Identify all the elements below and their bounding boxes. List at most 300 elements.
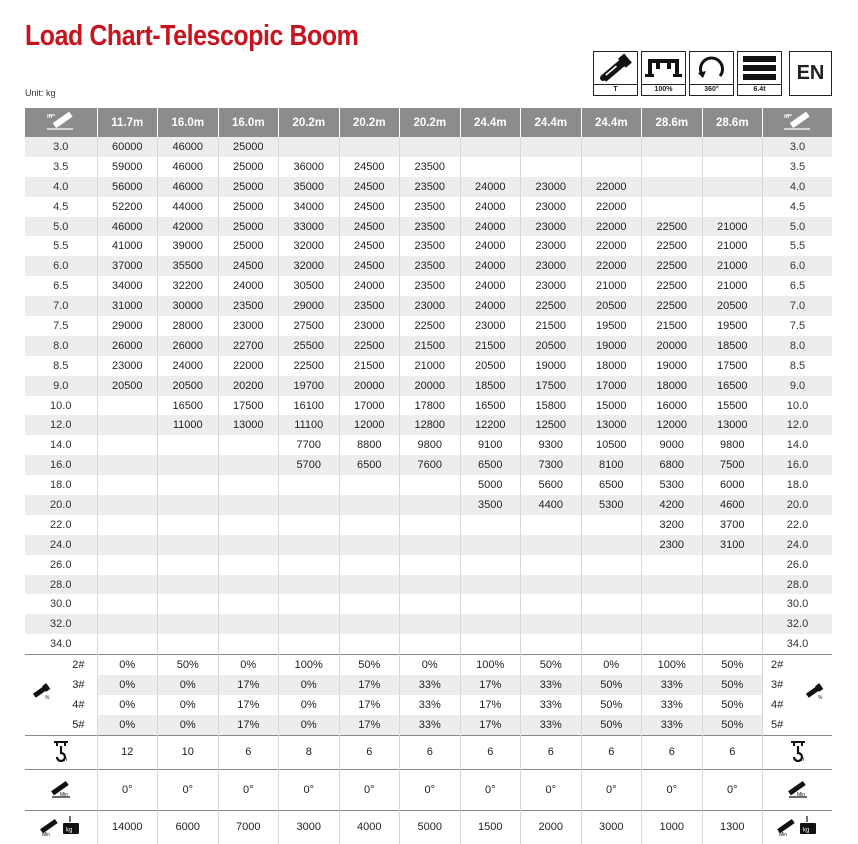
- extension-cell: 50%: [581, 675, 642, 695]
- load-cell: 18000: [581, 356, 642, 376]
- radius-label: 4.0: [25, 177, 97, 197]
- reeving-row-cell: 6: [339, 735, 400, 769]
- radius-label: 8.0: [763, 336, 833, 356]
- load-cell: 22000: [581, 197, 642, 217]
- extension-cell: 33%: [642, 695, 703, 715]
- load-cell: 6800: [642, 455, 703, 475]
- load-cell: 22500: [642, 276, 703, 296]
- radius-label: 9.0: [763, 376, 833, 396]
- load-cell: 25500: [279, 336, 340, 356]
- load-cell: [702, 555, 763, 575]
- header-radius-icon-cell: [763, 108, 833, 137]
- boom-radius-icon: [782, 111, 814, 131]
- load-cell: [460, 535, 521, 555]
- extension-cell: 0%: [218, 655, 279, 675]
- min-load-row-cell: 14000: [97, 810, 158, 844]
- radius-label: 5.0: [25, 217, 97, 237]
- load-cell: 31000: [97, 296, 158, 316]
- load-cell: [97, 535, 158, 555]
- load-cell: 26000: [158, 336, 219, 356]
- load-cell: 5000: [460, 475, 521, 495]
- language-badge[interactable]: EN: [789, 51, 832, 96]
- load-cell: 19500: [702, 316, 763, 336]
- boom-angle-row-cell: 0°: [400, 769, 461, 810]
- extension-cell: 50%: [702, 695, 763, 715]
- load-cell: [158, 555, 219, 575]
- section-label-right: [763, 675, 833, 700]
- load-cell: [400, 475, 461, 495]
- load-cell: 6500: [339, 455, 400, 475]
- load-cell: 4600: [702, 495, 763, 515]
- load-cell: 27500: [279, 316, 340, 336]
- load-cell: 21000: [702, 276, 763, 296]
- radius-label: 30.0: [25, 594, 97, 614]
- min-load-row-icon-cell: [763, 810, 833, 844]
- table-row: [25, 336, 832, 356]
- svg-text:kg: kg: [802, 827, 809, 834]
- load-cell: [581, 634, 642, 654]
- svg-text:Min: Min: [59, 792, 68, 799]
- load-cell: 9800: [400, 435, 461, 455]
- load-cell: 35500: [158, 256, 219, 276]
- reeving-row-cell: 6: [702, 735, 763, 769]
- boom-angle-row-cell: 0°: [581, 769, 642, 810]
- load-cell: 15800: [521, 396, 582, 416]
- min-load-row-cell: 3000: [279, 810, 340, 844]
- load-cell: 20200: [218, 376, 279, 396]
- load-cell: 15500: [702, 396, 763, 416]
- load-cell: 16000: [642, 396, 703, 416]
- radius-label: 7.5: [763, 316, 833, 336]
- radius-label: 28.0: [763, 575, 833, 595]
- load-cell: [279, 614, 340, 634]
- load-cell: 24500: [339, 157, 400, 177]
- svg-text:n: n: [800, 756, 804, 762]
- section-extension-row: [25, 695, 832, 715]
- load-cell: 21500: [521, 316, 582, 336]
- load-cell: [581, 157, 642, 177]
- load-cell: 24000: [460, 296, 521, 316]
- load-cell: [339, 515, 400, 535]
- load-cell: [702, 634, 763, 654]
- load-cell: 6500: [460, 455, 521, 475]
- load-cell: 9100: [460, 435, 521, 455]
- load-cell: 24000: [460, 217, 521, 237]
- load-cell: 19000: [581, 336, 642, 356]
- load-cell: 8100: [581, 455, 642, 475]
- load-cell: 3100: [702, 535, 763, 555]
- load-cell: [400, 515, 461, 535]
- load-cell: [218, 634, 279, 654]
- section-label-left: [25, 655, 97, 675]
- load-cell: [581, 515, 642, 535]
- reeving-row-cell: 6: [581, 735, 642, 769]
- load-cell: [158, 435, 219, 455]
- min-load-row-cell: 1300: [702, 810, 763, 844]
- radius-label: 32.0: [25, 614, 97, 634]
- load-cell: [581, 575, 642, 595]
- load-cell: 25000: [218, 157, 279, 177]
- load-cell: 20500: [460, 356, 521, 376]
- load-cell: 18500: [460, 376, 521, 396]
- boom-angle-row-cell: 0°: [460, 769, 521, 810]
- load-cell: 24000: [460, 177, 521, 197]
- radius-label: 16.0: [25, 455, 97, 475]
- load-cell: 17800: [400, 396, 461, 416]
- extension-cell: 50%: [702, 655, 763, 675]
- boom-length-header-cell: 20.2m: [400, 108, 461, 137]
- load-cell: [460, 157, 521, 177]
- radius-label: 26.0: [763, 555, 833, 575]
- load-cell: 29000: [97, 316, 158, 336]
- load-cell: [460, 594, 521, 614]
- section-extension-row: [25, 675, 832, 695]
- reeving-row-cell: 6: [218, 735, 279, 769]
- hook-icon: [51, 740, 71, 762]
- load-cell: [218, 435, 279, 455]
- table-row: [25, 396, 832, 416]
- load-cell: 32200: [158, 276, 219, 296]
- min-load-row-cell: 5000: [400, 810, 461, 844]
- boom-length-header-cell: 24.4m: [581, 108, 642, 137]
- load-cell: [218, 614, 279, 634]
- load-cell: 22000: [218, 356, 279, 376]
- load-cell: 5300: [642, 475, 703, 495]
- table-row: [25, 435, 832, 455]
- load-cell: 23000: [339, 316, 400, 336]
- section-extension-row: [25, 655, 832, 675]
- load-cell: 23000: [521, 256, 582, 276]
- load-cell: 24500: [339, 256, 400, 276]
- load-cell: 20000: [642, 336, 703, 356]
- extension-cell: 0%: [279, 715, 340, 735]
- load-cell: 11100: [279, 415, 340, 435]
- boom-length-header-cell: 11.7m: [97, 108, 158, 137]
- boom-radius-icon: [45, 111, 77, 131]
- min-load-row-cell: 1000: [642, 810, 703, 844]
- extension-cell: 17%: [218, 695, 279, 715]
- section-label: 2#: [72, 659, 85, 672]
- load-cell: [339, 495, 400, 515]
- load-cell: 23000: [521, 276, 582, 296]
- min-load-row: [25, 810, 832, 844]
- radius-label: 7.0: [763, 296, 833, 316]
- load-cell: [339, 614, 400, 634]
- reeving-row-cell: 6: [460, 735, 521, 769]
- load-cell: 23000: [521, 177, 582, 197]
- load-cell: 2300: [642, 535, 703, 555]
- table-row: [25, 197, 832, 217]
- load-cell: [279, 535, 340, 555]
- load-cell: 52200: [97, 197, 158, 217]
- load-cell: 23000: [97, 356, 158, 376]
- load-cell: [97, 555, 158, 575]
- load-cell: 13000: [218, 415, 279, 435]
- svg-text:m: m: [46, 114, 53, 120]
- load-cell: 15000: [581, 396, 642, 416]
- extension-cell: 50%: [521, 655, 582, 675]
- load-cell: 23500: [339, 296, 400, 316]
- load-cell: 26000: [97, 336, 158, 356]
- radius-label: 34.0: [25, 634, 97, 654]
- load-cell: [521, 614, 582, 634]
- table-row: [25, 455, 832, 475]
- boom-angle-row: [25, 769, 832, 810]
- radius-label: 3.0: [25, 137, 97, 157]
- boom-angle-row-cell: 0°: [702, 769, 763, 810]
- extension-cell: 0%: [158, 715, 219, 735]
- reeving-row-cell: 6: [642, 735, 703, 769]
- load-cell: [97, 455, 158, 475]
- load-cell: 21500: [339, 356, 400, 376]
- load-cell: 19500: [581, 316, 642, 336]
- load-cell: 23000: [521, 197, 582, 217]
- load-cell: 22500: [279, 356, 340, 376]
- load-cell: 23500: [400, 177, 461, 197]
- load-cell: [400, 555, 461, 575]
- load-cell: 4200: [642, 495, 703, 515]
- radius-label: 8.5: [25, 356, 97, 376]
- load-cell: [218, 555, 279, 575]
- load-cell: 39000: [158, 236, 219, 256]
- boom-angle-row-cell: 0°: [158, 769, 219, 810]
- load-cell: 3500: [460, 495, 521, 515]
- load-cell: [339, 137, 400, 157]
- extension-cell: 17%: [218, 715, 279, 735]
- extension-cell: 33%: [521, 675, 582, 695]
- hook-icon: [788, 740, 808, 762]
- load-cell: 28000: [158, 316, 219, 336]
- boom-angle-row-cell: 0°: [339, 769, 400, 810]
- boom-length-header: [25, 108, 832, 137]
- load-cell: 23500: [400, 236, 461, 256]
- radius-label: 6.5: [763, 276, 833, 296]
- load-cell: 18500: [702, 336, 763, 356]
- table-row: [25, 535, 832, 555]
- radius-label: 14.0: [25, 435, 97, 455]
- load-cell: [400, 137, 461, 157]
- extension-cell: 17%: [460, 675, 521, 695]
- load-cell: 8800: [339, 435, 400, 455]
- load-cell: 35000: [279, 177, 340, 197]
- load-cell: 24000: [460, 276, 521, 296]
- extension-cell: 100%: [460, 655, 521, 675]
- radius-label: 5.5: [763, 236, 833, 256]
- load-cell: [218, 535, 279, 555]
- load-cell: 21000: [702, 217, 763, 237]
- load-cell: 21500: [642, 316, 703, 336]
- section-label-right: [763, 715, 833, 735]
- load-cell: 34000: [97, 276, 158, 296]
- load-cell: 5600: [521, 475, 582, 495]
- load-cell: 22000: [581, 256, 642, 276]
- load-cell: [218, 515, 279, 535]
- load-cell: 23000: [460, 316, 521, 336]
- load-cell: 21500: [460, 336, 521, 356]
- boom-angle-row-cell: 0°: [521, 769, 582, 810]
- load-cell: 32000: [279, 256, 340, 276]
- load-cell: [400, 594, 461, 614]
- extension-cell: 17%: [339, 695, 400, 715]
- extension-cell: 100%: [642, 655, 703, 675]
- load-cell: [339, 475, 400, 495]
- extension-cell: 0%: [279, 675, 340, 695]
- load-cell: [158, 455, 219, 475]
- load-cell: [158, 515, 219, 535]
- load-cell: [521, 634, 582, 654]
- radius-label: 4.0: [763, 177, 833, 197]
- load-cell: [642, 594, 703, 614]
- svg-text:%: %: [818, 695, 823, 700]
- load-cell: 17500: [218, 396, 279, 416]
- load-cell: [460, 555, 521, 575]
- load-cell: [400, 535, 461, 555]
- extension-cell: 0%: [279, 695, 340, 715]
- extension-cell: 100%: [279, 655, 340, 675]
- load-cell: 21000: [702, 256, 763, 276]
- boom-angle-row-cell: 0°: [642, 769, 703, 810]
- load-cell: [642, 634, 703, 654]
- table-row: [25, 376, 832, 396]
- load-cell: [339, 535, 400, 555]
- table-row: [25, 614, 832, 634]
- load-cell: 20500: [521, 336, 582, 356]
- section-label-left: [25, 675, 97, 700]
- load-cell: 12000: [642, 415, 703, 435]
- svg-text:Min: Min: [41, 831, 50, 838]
- load-cell: [581, 535, 642, 555]
- load-cell: 22700: [218, 336, 279, 356]
- load-cell: 25000: [218, 177, 279, 197]
- extension-cell: 50%: [158, 655, 219, 675]
- table-row: [25, 634, 832, 654]
- load-cell: [97, 594, 158, 614]
- load-cell: [339, 594, 400, 614]
- extension-cell: 17%: [460, 695, 521, 715]
- radius-label: 10.0: [763, 396, 833, 416]
- load-cell: 60000: [97, 137, 158, 157]
- extension-cell: 17%: [218, 675, 279, 695]
- load-cell: [97, 495, 158, 515]
- load-cell: 22500: [400, 316, 461, 336]
- radius-label: 24.0: [763, 535, 833, 555]
- load-cell: 22500: [642, 217, 703, 237]
- load-cell: 20500: [581, 296, 642, 316]
- boom-icon: T: [593, 51, 638, 96]
- extension-cell: 0%: [97, 695, 158, 715]
- radius-label: 6.5: [25, 276, 97, 296]
- load-cell: [339, 555, 400, 575]
- load-cell: 33000: [279, 217, 340, 237]
- load-cell: 12500: [521, 415, 582, 435]
- load-cell: 46000: [97, 217, 158, 237]
- table-row: [25, 475, 832, 495]
- extension-cell: 33%: [400, 695, 461, 715]
- load-cell: 9800: [702, 435, 763, 455]
- load-cell: 12000: [339, 415, 400, 435]
- load-cell: [279, 555, 340, 575]
- load-cell: 21000: [400, 356, 461, 376]
- load-cell: 16100: [279, 396, 340, 416]
- radius-label: 22.0: [25, 515, 97, 535]
- section-label: 4#: [72, 698, 85, 711]
- boom-angle-row-cell: 0°: [218, 769, 279, 810]
- reeving-row-icon-cell: [763, 735, 833, 769]
- load-cell: 21000: [702, 236, 763, 256]
- load-cell: 19000: [642, 356, 703, 376]
- load-cell: [218, 475, 279, 495]
- radius-label: 30.0: [763, 594, 833, 614]
- radius-label: 4.5: [25, 197, 97, 217]
- load-cell: [521, 555, 582, 575]
- section-label: 3#: [771, 678, 784, 691]
- load-cell: 42000: [158, 217, 219, 237]
- load-cell: [400, 634, 461, 654]
- load-cell: 5700: [279, 455, 340, 475]
- load-cell: 13000: [581, 415, 642, 435]
- reeving-row-cell: 6: [521, 735, 582, 769]
- boom-length-header-cell: 24.4m: [460, 108, 521, 137]
- reeving-row-cell: 10: [158, 735, 219, 769]
- radius-label: 20.0: [25, 495, 97, 515]
- min-load-row-cell: 3000: [581, 810, 642, 844]
- load-cell: [400, 614, 461, 634]
- load-cell: 30000: [158, 296, 219, 316]
- radius-label: 3.5: [25, 157, 97, 177]
- section-label-right: [763, 695, 833, 715]
- load-cell: 7700: [279, 435, 340, 455]
- load-cell: 23000: [521, 217, 582, 237]
- section-extension-row: [25, 715, 832, 735]
- load-cell: [581, 594, 642, 614]
- load-cell: 7300: [521, 455, 582, 475]
- extension-cell: 17%: [339, 675, 400, 695]
- radius-label: 5.0: [763, 217, 833, 237]
- load-cell: [400, 495, 461, 515]
- load-cell: 22500: [642, 236, 703, 256]
- load-cell: [218, 495, 279, 515]
- load-cell: 25000: [218, 217, 279, 237]
- load-cell: 12800: [400, 415, 461, 435]
- load-cell: 19000: [521, 356, 582, 376]
- load-cell: 24500: [339, 177, 400, 197]
- load-cell: 23500: [400, 197, 461, 217]
- load-cell: 41000: [97, 236, 158, 256]
- load-cell: 21500: [400, 336, 461, 356]
- header-radius-icon-cell: [25, 108, 97, 137]
- reeving-row-cell: 6: [400, 735, 461, 769]
- radius-label: 8.0: [25, 336, 97, 356]
- load-cell: [279, 495, 340, 515]
- section-label: 2#: [771, 659, 784, 672]
- load-cell: [702, 177, 763, 197]
- table-row: [25, 296, 832, 316]
- radius-label: 3.5: [763, 157, 833, 177]
- extension-cell: 33%: [642, 675, 703, 695]
- boom-length-header-cell: 16.0m: [158, 108, 219, 137]
- radius-label: 3.0: [763, 137, 833, 157]
- load-cell: [581, 137, 642, 157]
- load-cell: 36000: [279, 157, 340, 177]
- radius-label: 14.0: [763, 435, 833, 455]
- load-cell: 46000: [158, 177, 219, 197]
- unit-label: Unit: kg: [25, 88, 56, 98]
- radius-label: 32.0: [763, 614, 833, 634]
- load-cell: [702, 594, 763, 614]
- load-cell: 22000: [581, 177, 642, 197]
- boom-angle-row-icon-cell: [763, 769, 833, 810]
- load-cell: 23500: [400, 256, 461, 276]
